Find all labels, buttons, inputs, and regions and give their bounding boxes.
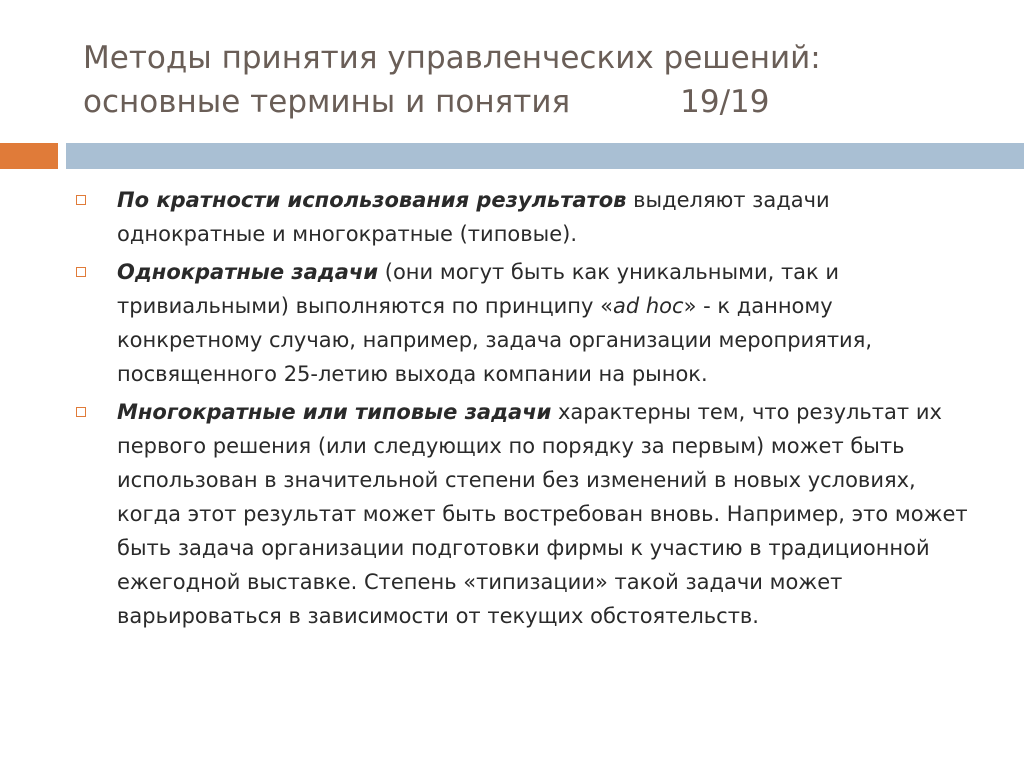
square-bullet-icon — [76, 407, 86, 417]
square-bullet-icon — [76, 267, 86, 277]
page-number: 19/19 — [680, 84, 770, 120]
square-bullet-icon — [76, 195, 86, 205]
title-line-2 — [83, 80, 983, 124]
header-divider-bar — [66, 143, 1024, 169]
title-line-2-text: основные термины и понятия — [83, 84, 571, 120]
accent-bar — [0, 143, 58, 169]
item-text-continued: » - к данному конкретному случаю, например, задача организации мероприятия, посвященного 25-летию выхода компании на рынок. — [117, 294, 873, 386]
title-line-1: Методы принятия управленческих решений: — [83, 40, 821, 76]
item-emphasis: Однократные задачи — [117, 260, 379, 284]
item-text: выделяют задачи однократные и многократные (типовые). — [117, 188, 830, 246]
item-emphasis: Многократные или типовые задачи — [117, 400, 552, 424]
list-item — [73, 183, 973, 251]
list-item — [73, 255, 973, 391]
ad-hoc-term: ad hoc — [612, 294, 684, 318]
item-emphasis: По кратности использования результатов — [117, 188, 627, 212]
item-text: характерны тем, что результат их первого решения (или следующих по порядку за первым) может быть использован в значительной степени без изменений в новых условиях, когда этот результат может быть востребован вновь. Например, это может быть задача организации подготовки фирмы к участию в традиционной ежегодной выставке. Степень «типизации» такой задачи может варьироваться в зависимости от текущих обстоятельств. — [117, 400, 968, 628]
list-item — [73, 395, 973, 633]
item-text: (они могут быть как уникальными, так и тривиальными) выполняются по принципу « — [117, 260, 840, 318]
slide-title — [83, 36, 983, 124]
slide-content — [73, 183, 973, 637]
